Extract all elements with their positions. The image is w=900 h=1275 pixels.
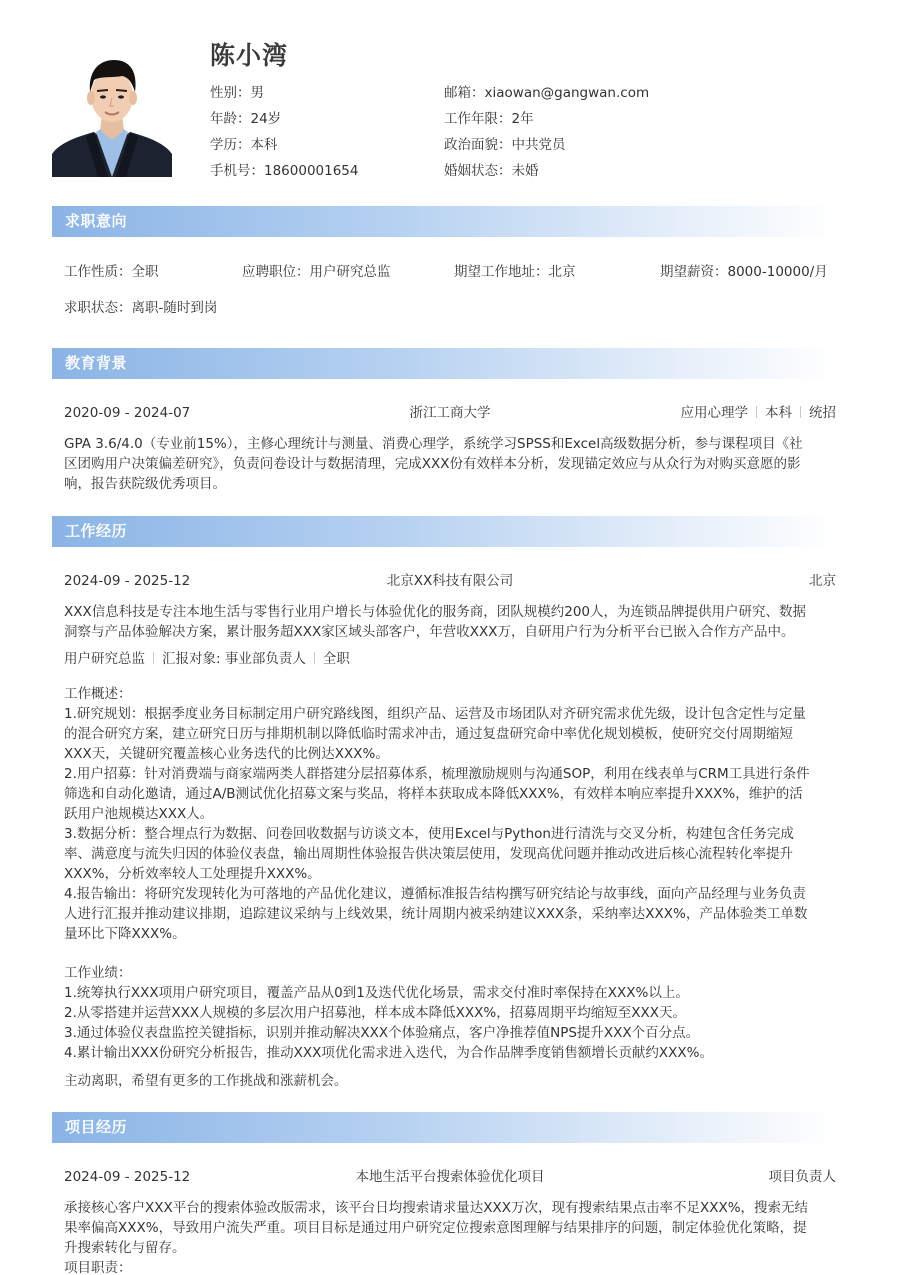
text-line: 3.通过体验仪表盘监控关键指标，识别并推动解决XXX个体验痛点，客户净推荐值NPS提升XXX个百分点。: [64, 1025, 700, 1041]
job-status-label: 求职状态：: [64, 300, 132, 316]
age-value: 24岁: [250, 111, 282, 127]
desired-position-value: 用户研究总监: [309, 264, 391, 280]
desired-location-value: 北京: [548, 264, 576, 280]
work-period: 2024-09 - 2025-12: [64, 573, 191, 589]
company-intro: [64, 602, 838, 642]
phone-row: [210, 162, 358, 180]
education-description: [64, 434, 838, 494]
job-title: 用户研究总监: [64, 651, 145, 667]
text-line: 4.报告输出：将研究发现转化为可落地的产品优化建议，遵循标准报告结构撰写研究结论与故事线，面向产品经理与业务负责: [64, 886, 806, 902]
education-section-title: 教育背景: [65, 354, 128, 372]
marital-label: 婚姻状态：: [444, 163, 512, 179]
project-section-header: [52, 1112, 838, 1143]
email-label: 邮箱：: [444, 85, 485, 101]
political-value: 中共党员: [511, 137, 566, 153]
age-label: 年龄：: [210, 111, 251, 127]
education-details: [681, 404, 837, 422]
company-name: 北京XX科技有限公司: [386, 573, 514, 589]
employment-type: 全职: [322, 651, 350, 667]
gender-label: 性别：: [210, 85, 251, 101]
job-type-value: 全职: [131, 264, 159, 280]
divider: [756, 406, 757, 418]
desired-location-label: 期望工作地址：: [454, 264, 549, 280]
major: 应用心理学: [680, 405, 748, 421]
text-line: 率、满意度与流失归因的体验仪表盘，输出周期性体验报告供决策层使用，发现高优问题并推动改进后核心流程转化率提升: [64, 846, 793, 862]
overview-heading: 工作概述：: [64, 686, 132, 702]
project-duty-heading: 项目职责：: [64, 1260, 132, 1275]
education-entry-header: [64, 404, 836, 422]
years-label: 工作年限：: [444, 111, 512, 127]
text-line: GPA 3.6/4.0（专业前15%），主修心理统计与测量、消费心理学，系统学习SPSS和Excel高级数据分析，参与课程项目《社: [64, 436, 803, 452]
text-line: 3.数据分析：整合埋点行为数据、问卷回收数据与访谈文本，使用Excel与Python进行清洗与交叉分析，构建包含任务完成: [64, 826, 794, 842]
job-type-label: 工作性质：: [64, 264, 132, 280]
phone-label: 手机号：: [210, 163, 264, 179]
divider: [800, 406, 801, 418]
text-line: 果率偏高XXX%，导致用户流失严重。项目目标是通过用户研究定位搜索意图理解与结果排序的问题，制定体验优化策略，提: [64, 1220, 807, 1236]
job-status-value: 离职-随时到岗: [131, 300, 218, 316]
text-line: 量环比下降XXX%。: [64, 926, 186, 942]
leave-reason: [64, 1071, 838, 1091]
text-line: XXX天，关键研究覆盖核心业务迭代的比例达XXX%。: [64, 746, 389, 762]
text-line: 1.统筹执行XXX项用户研究项目，覆盖产品从0到1及迭代优化场景，需求交付准时率保持在XXX%以上。: [64, 985, 689, 1001]
text-line: 2.用户招募：针对消费端与商家端两类人群搭建分层招募体系，梳理激励规则与沟通SOP，利用在线表单与CRM工具进行条件: [64, 766, 810, 782]
desired-salary-field: [660, 263, 828, 281]
text-line: 2.从零搭建并运营XXX人规模的多层次用户招募池，样本成本降低XXX%，招募周期平均缩短至XXX天。: [64, 1005, 686, 1021]
divider: [314, 652, 315, 664]
text-line: 的混合研究方案，建立研究日历与排期机制以降低临时需求冲击，通过复盘研究命中率优化规划模板，使研究交付周期缩短: [64, 726, 793, 742]
text-line: 4.累计输出XXX份研究分析报告，推动XXX项优化需求进入迭代，为合作品牌季度销售额增长贡献约XXX%。: [64, 1045, 713, 1061]
education-level-value: 本科: [250, 137, 278, 153]
intent-section-header: [52, 206, 838, 237]
project-role: 项目负责人: [768, 1169, 836, 1185]
political-row: [444, 136, 566, 154]
work-entry-header: [64, 572, 836, 590]
work-section-title: 工作经历: [65, 522, 128, 540]
project-period: 2024-09 - 2025-12: [64, 1169, 191, 1185]
text-line: 承接核心客户XXX平台的搜索体验改版需求，该平台日均搜索请求量达XXX万次，现有搜索结果点击率不足XXX%，搜索无结: [64, 1200, 809, 1216]
degree: 本科: [765, 405, 792, 421]
political-label: 政治面貌：: [444, 137, 512, 153]
text-line: 响，报告获院级优秀项目。: [64, 476, 226, 492]
education-level-row: [210, 136, 278, 154]
education-period: 2020-09 - 2024-07: [64, 405, 191, 421]
report-to: 汇报对象: 事业部负责人: [162, 651, 306, 667]
project-description: [64, 1198, 838, 1275]
text-line: 筛选和自动化邀请，通过A/B测试优化招募文案与奖品，将样本获取成本降低XXX%，有效样本响应率提升XXX%，维护的活: [64, 786, 803, 802]
education-level-label: 学历：: [210, 137, 251, 153]
work-achievements: [64, 963, 838, 1063]
desired-location-field: [454, 263, 576, 281]
age-row: [210, 110, 281, 128]
email-row: [444, 84, 649, 102]
project-section-title: 项目经历: [65, 1118, 128, 1136]
text-line: 人进行汇报并推动建议排期，追踪建议采纳与上线效果，统计周期内被采纳建议XXX条，采纳率达XXX%，产品体验类工单数: [64, 906, 808, 922]
desired-salary-label: 期望薪资：: [660, 264, 728, 280]
job-status-field: [64, 299, 217, 317]
text-line: 主动离职，希望有更多的工作挑战和涨薪机会。: [64, 1073, 348, 1089]
education-section-header: [52, 348, 838, 379]
divider: [153, 652, 154, 664]
marital-value: 未婚: [511, 163, 539, 179]
gender-row: [210, 84, 264, 102]
desired-position-field: [242, 263, 391, 281]
text-line: 区团购用户决策偏差研究》，负责问卷设计与数据清理，完成XXX份有效样本分析，发现锚定效应与从众行为对购买意愿的影: [64, 456, 801, 472]
intent-section-title: 求职意向: [65, 212, 128, 230]
work-role-meta: [64, 650, 350, 668]
text-line: XXX信息科技是专注本地生活与零售行业用户增长与体验优化的服务商，团队规模约200人，为连锁品牌提供用户研究、数据: [64, 604, 807, 620]
years-value: 2年: [511, 111, 534, 127]
text-line: 跃用户池规模达XXX人。: [64, 806, 214, 822]
text-line: 升搜索转化与留存。: [64, 1240, 186, 1256]
desired-salary-value: 8000-10000/月: [727, 264, 828, 280]
job-type-field: [64, 263, 159, 281]
avatar: [52, 42, 172, 177]
candidate-name: 陈小湾: [210, 41, 289, 70]
text-line: XXX%，分析效率较人工处理提升XXX%。: [64, 866, 321, 882]
enrollment-mode: 统招: [809, 405, 836, 421]
project-name: 本地生活平台搜索体验优化项目: [355, 1169, 545, 1185]
work-section-header: [52, 516, 838, 547]
text-line: 洞察与产品体验解决方案，累计服务超XXX家区域头部客户，年营收XXX万，自研用户行为分析平台已嵌入合作方产品中。: [64, 624, 795, 640]
email-value: xiaowan@gangwan.com: [484, 85, 650, 101]
phone-value: 18600001654: [264, 163, 359, 179]
years-row: [444, 110, 534, 128]
text-line: 1.研究规划：根据季度业务目标制定用户研究路线图，组织产品、运营及市场团队对齐研究需求优先级，设计包含定性与定量: [64, 706, 806, 722]
achievements-heading: 工作业绩：: [64, 965, 132, 981]
work-city: 北京: [809, 573, 836, 589]
gender-value: 男: [250, 85, 264, 101]
marital-row: [444, 162, 539, 180]
work-overview: [64, 684, 838, 944]
desired-position-label: 应聘职位：: [242, 264, 310, 280]
school-name: 浙江工商大学: [409, 405, 491, 421]
project-entry-header: [64, 1168, 836, 1186]
